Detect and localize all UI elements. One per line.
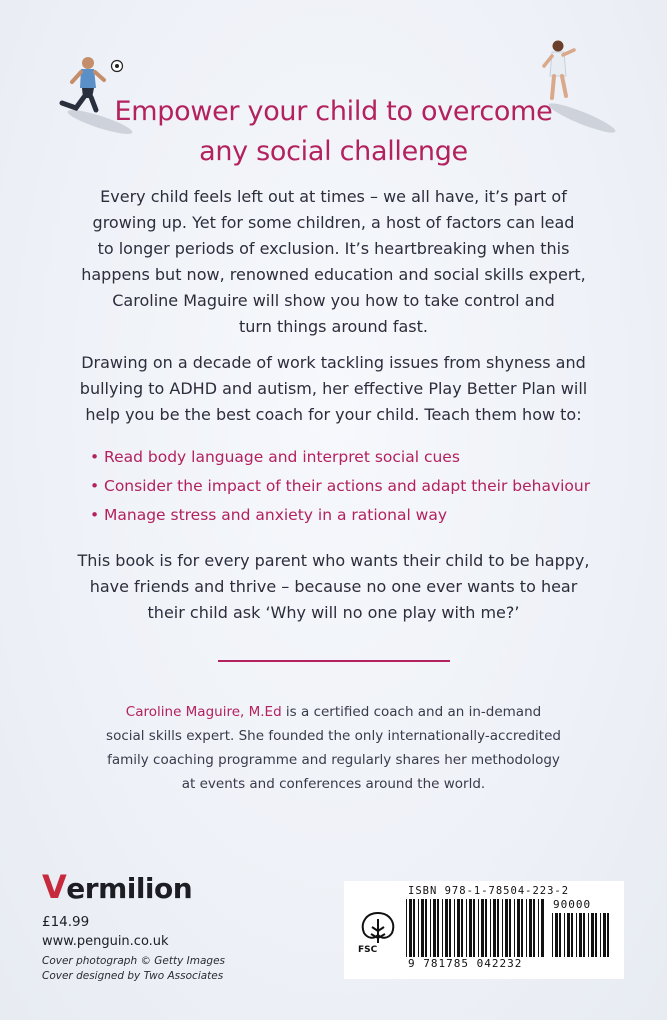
headline (0, 92, 667, 172)
closing-line: have friends and thrive – because no one ever wants to hear (89, 577, 578, 596)
barcode-bar (533, 899, 535, 957)
barcode-bar (502, 899, 503, 957)
plan-line: help you be the best coach for your child. Teach them how to: (85, 405, 582, 424)
barcode-bar (555, 913, 558, 957)
logo-v: V (42, 868, 67, 906)
barcode-bar (600, 913, 601, 957)
barcode-bar (588, 913, 589, 957)
design-credit: Cover designed by Two Associates (42, 970, 224, 982)
price: £14.99 (42, 914, 90, 930)
bullet-dot-icon: • (90, 448, 100, 466)
closing-line: their child ask ‘Why will no one play with me?’ (147, 603, 520, 622)
vermilion-logo (42, 868, 192, 906)
isbn-digits: 9 781785 042232 (408, 957, 523, 970)
bio-line (90, 700, 577, 724)
barcode-bar (437, 899, 439, 957)
bullet-item (90, 443, 610, 472)
barcode-bar (418, 899, 419, 957)
barcode-bar (478, 899, 479, 957)
barcode-panel (344, 881, 624, 979)
logo-text: ermilion (66, 872, 193, 905)
barcode-bar (493, 899, 496, 957)
barcode-bar (457, 899, 460, 957)
barcode-bar (603, 913, 606, 957)
barcode-bar (567, 913, 570, 957)
barcode-bar (514, 899, 515, 957)
barcode-bar (481, 899, 484, 957)
intro-paragraph (60, 184, 607, 340)
isbn-barcode (406, 899, 546, 957)
headline-line-2: any social challenge (199, 136, 468, 167)
skills-bullet-list (90, 443, 610, 530)
intro-line: growing up. Yet for some children, a host of factors can lead (92, 213, 575, 232)
barcode-bar (473, 899, 475, 957)
bullet-text: Manage stress and anxiety in a rational way (104, 506, 448, 524)
barcode-bar (541, 899, 544, 957)
photo-credit: Cover photograph © Getty Images (42, 955, 226, 967)
barcode-bar (576, 913, 577, 957)
author-name: Caroline Maguire, M.Ed (125, 704, 282, 720)
barcode-bar (421, 899, 424, 957)
fsc-label: FSC (358, 945, 378, 955)
bio-line: family coaching programme and regularly shares her methodology (107, 752, 560, 768)
barcode-bar (517, 899, 520, 957)
intro-line: to longer periods of exclusion. It’s heartbreaking when this (97, 239, 570, 258)
barcode-bar (413, 899, 415, 957)
bullet-text: Consider the impact of their actions and adapt their behaviour (104, 477, 591, 495)
isbn-label: ISBN 978-1-78504-223-2 (408, 885, 570, 897)
plan-line: Drawing on a decade of work tackling issues from shyness and (81, 353, 586, 372)
barcode-bar (529, 899, 532, 957)
barcode-bar (485, 899, 487, 957)
barcode-bar (526, 899, 527, 957)
barcode-bar (595, 913, 597, 957)
plan-paragraph (60, 350, 607, 428)
author-bio (90, 700, 577, 796)
barcode-bar (509, 899, 511, 957)
headline-line-1: Empower your child to overcome (114, 96, 553, 127)
barcode-bar (445, 899, 448, 957)
barcode-bar (430, 899, 431, 957)
publisher-website: www.penguin.co.uk (42, 934, 169, 949)
barcode-bar (552, 913, 553, 957)
barcode-bar (538, 899, 539, 957)
bullet-item (90, 501, 610, 530)
barcode-bar (409, 899, 412, 957)
intro-line: Caroline Maguire will show you how to take control and (112, 291, 555, 310)
barcode-bar (571, 913, 573, 957)
barcode-bar (461, 899, 463, 957)
bullet-dot-icon: • (90, 477, 100, 495)
barcode-bar (469, 899, 472, 957)
barcode-bar (521, 899, 523, 957)
bio-line: social skills expert. She founded the only internationally-accredited (106, 728, 561, 744)
barcode-bar (433, 899, 436, 957)
barcode-bar (466, 899, 467, 957)
barcode-bar (564, 913, 565, 957)
addon-barcode (552, 913, 614, 957)
barcode-bar (559, 913, 561, 957)
barcode-bar (497, 899, 499, 957)
barcode-bar (579, 913, 582, 957)
intro-line: happens but now, renowned education and social skills expert, (81, 265, 586, 284)
closing-line: This book is for every parent who wants their child to be happy, (77, 551, 590, 570)
plan-line: bullying to ADHD and autism, her effective Play Better Plan will (79, 379, 588, 398)
bullet-item (90, 472, 610, 501)
bullet-text: Read body language and interpret social cues (104, 448, 460, 466)
barcode-bar (406, 899, 407, 957)
bio-line: at events and conferences around the world. (181, 776, 486, 792)
intro-line: Every child feels left out at times – we all have, it’s part of (100, 187, 567, 206)
barcode-bar (449, 899, 451, 957)
barcode-bar (442, 899, 443, 957)
barcode-bar (591, 913, 594, 957)
barcode-bar (490, 899, 491, 957)
bullet-dot-icon: • (90, 506, 100, 524)
bio-text: is a certified coach and an in-demand (281, 704, 542, 720)
barcode-bar (454, 899, 455, 957)
barcode-bar (425, 899, 427, 957)
barcode-bar (505, 899, 508, 957)
barcode-bar (607, 913, 609, 957)
intro-line: turn things around fast. (239, 317, 428, 336)
closing-paragraph (60, 548, 607, 626)
divider-rule (218, 660, 450, 662)
barcode-bar (583, 913, 585, 957)
addon-digits: 90000 (553, 898, 592, 911)
